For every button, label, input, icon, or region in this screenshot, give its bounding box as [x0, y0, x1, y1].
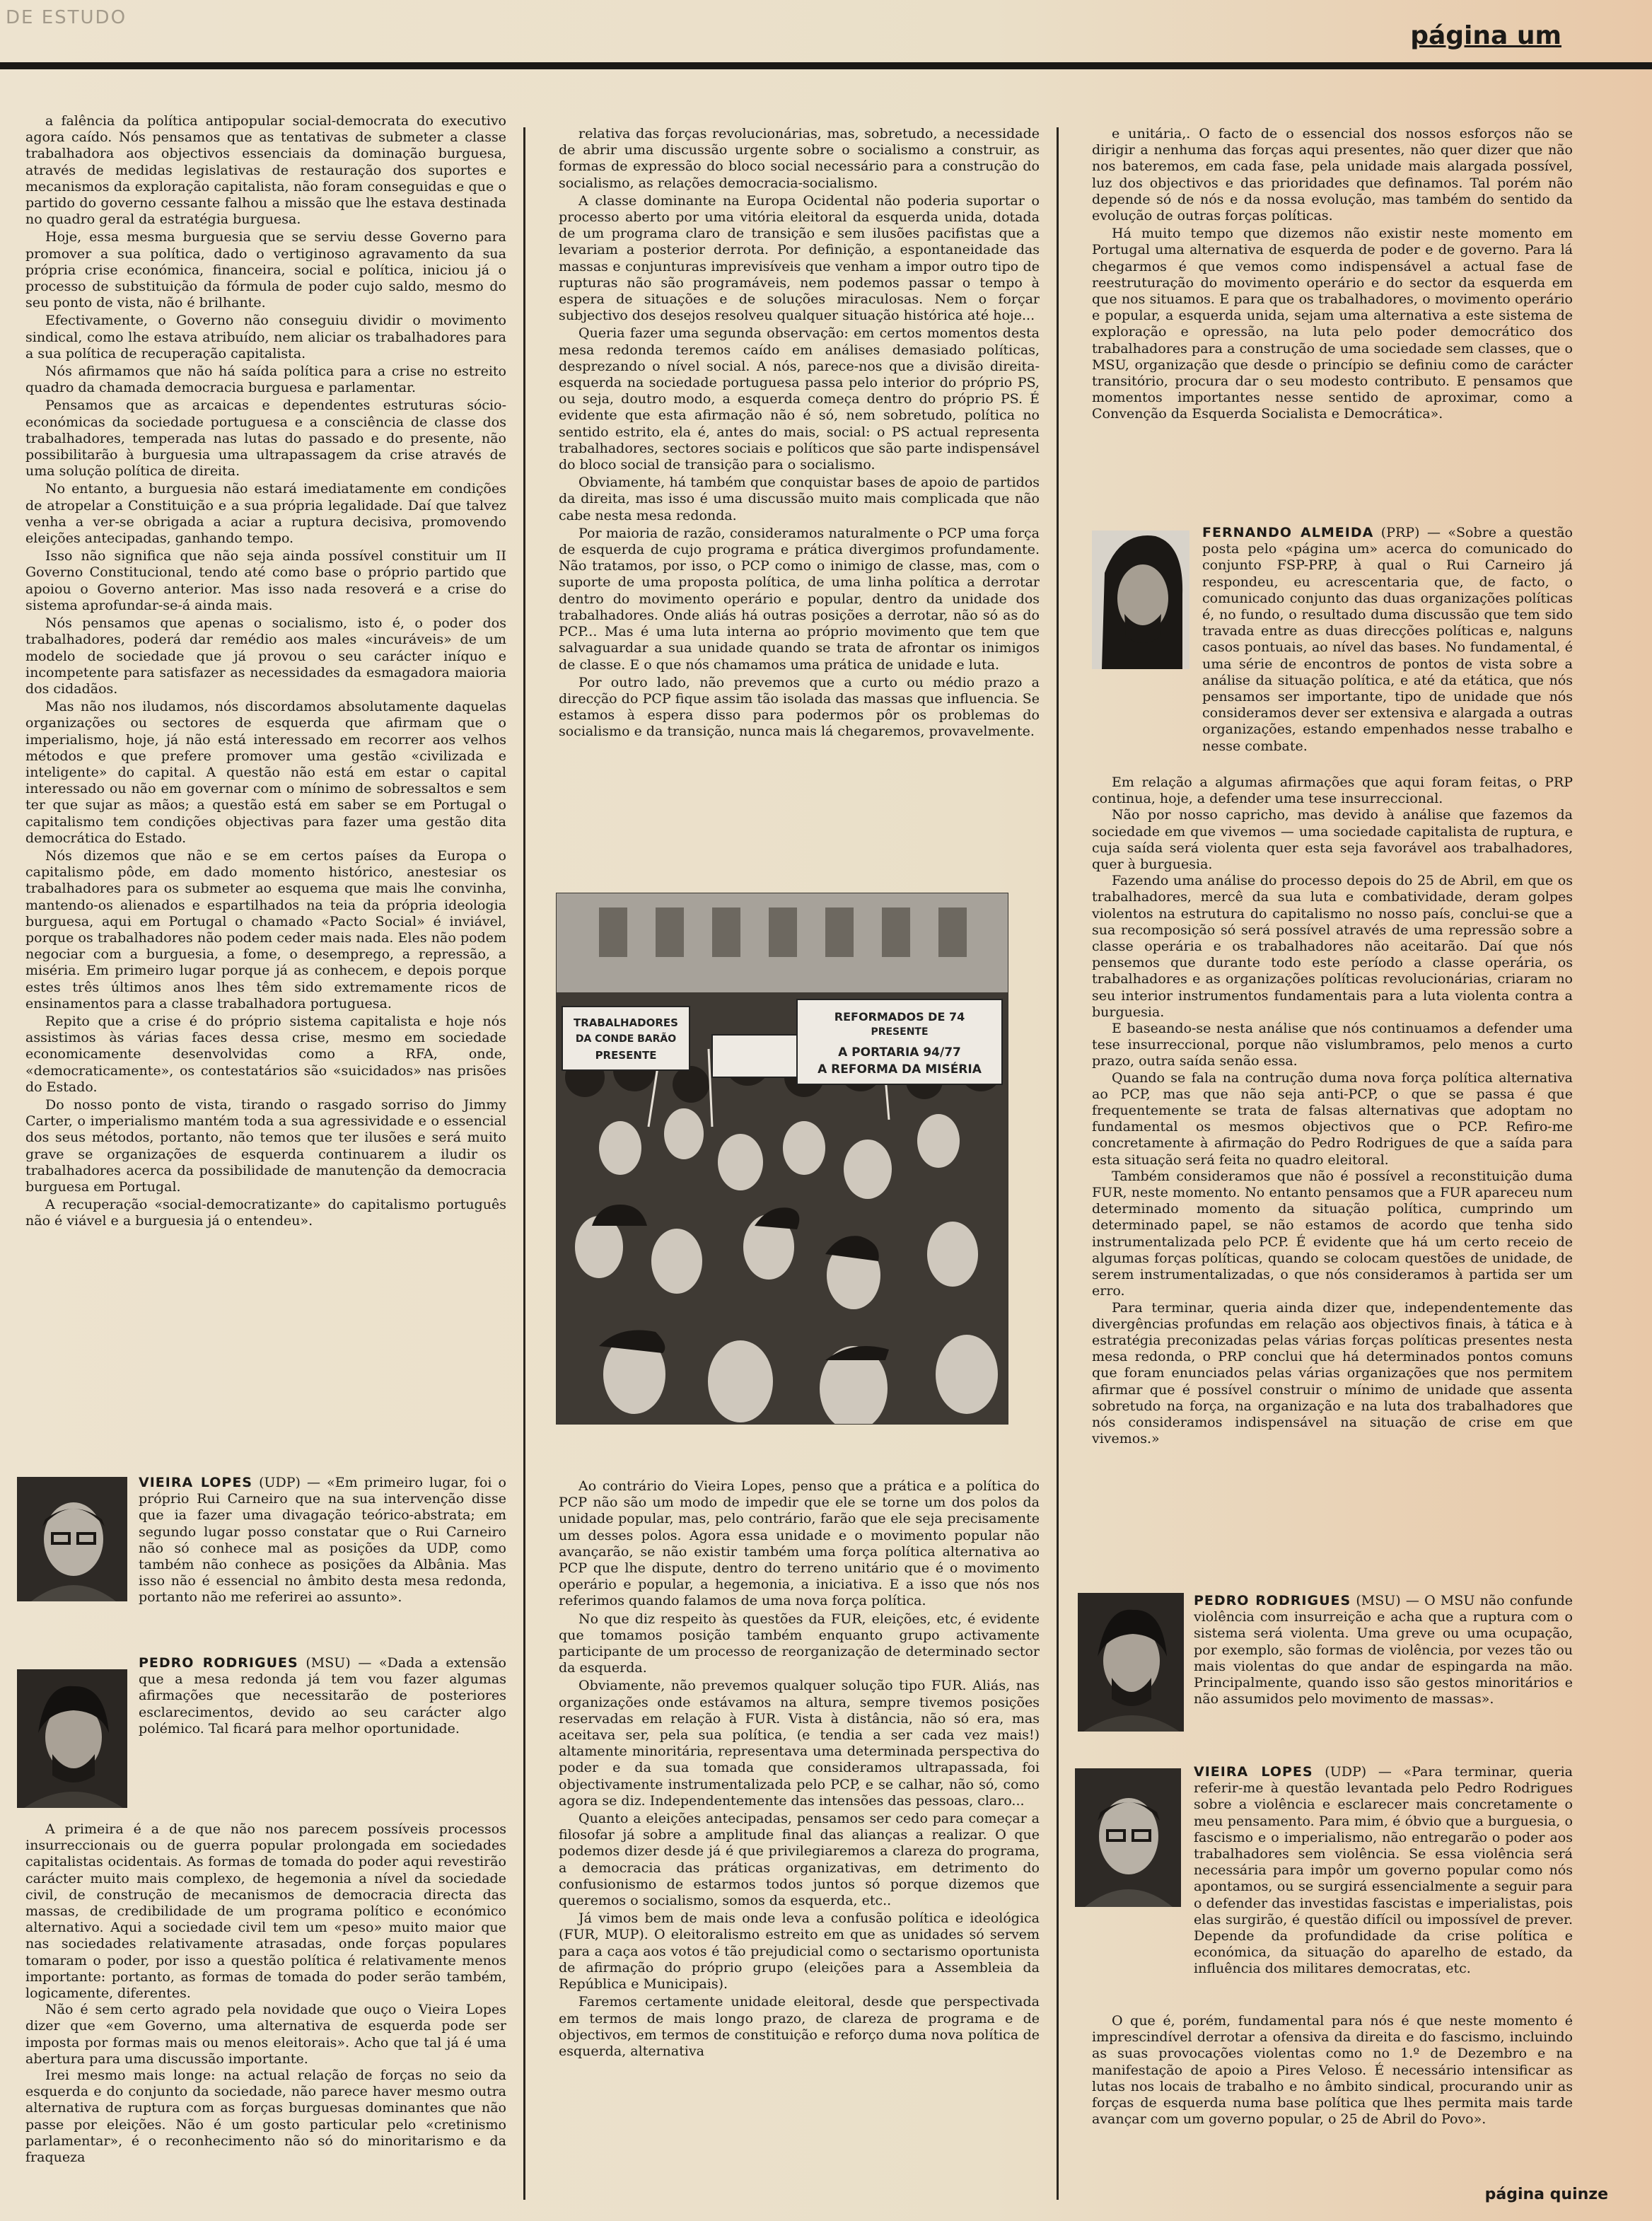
speaker-name: PEDRO RODRIGUES — [1194, 1593, 1351, 1608]
column-divider — [1057, 127, 1059, 2200]
portrait-photo-pedro-rodrigues — [1078, 1593, 1184, 1732]
paragraph: relativa das forças revolucionárias, mas, sobretudo, a necessidade de abrir uma discussão urgente sobre o socialismo a construir, as formas de expressão do bloco social necessário para a construção do socialismo, as relações democracia-socialismo. — [559, 126, 1040, 191]
portrait-photo-pedro-rodrigues — [17, 1669, 127, 1808]
paragraph: Do nosso ponto de vista, tirando o rasgado sorriso do Jimmy Carter, o imperialismo mantém toda a sua agressividade e o essencial dos seus métodos, portanto, não temos que ter ilusões e será muito grave se organizações de esquerda continuarem a iludir os trabalhadores acerca da possibilidade de manutenção da democracia burguesa em Portugal. — [25, 1096, 506, 1195]
speaker-party: (MSU) — [1356, 1593, 1401, 1608]
speaker-text: — O MSU não confunde violência com insurreição e acha que a ruptura com o sistema será violenta. Uma greve ou uma ocupação, por exemplo, são formas de violência, por vezes tão ou mais violentas do que andar de espingarda na mão. Principalmente, quando isso são gestos minoritários e não assumidos pelo movimento de massas». — [1194, 1593, 1574, 1707]
svg-text:REFORMADOS DE 74: REFORMADOS DE 74 — [834, 1010, 965, 1023]
svg-text:DA CONDE BARÃO: DA CONDE BARÃO — [575, 1033, 677, 1045]
paragraph: O que é, porém, fundamental para nós é que neste momento é imprescindível derrotar a ofensiva da direita e do fascismo, incluindo as suas provocações violentas como no 1.º de Dezembro e na manifestação de apoio a Pires Veloso. É necessário intensificar as lutas nos locais de trabalho e no âmbito sindical, procurando unir as forças de esquerda numa base política que lhes permita mais tarde avançar com um governo popular, o 25 de Abril do Povo». — [1092, 2013, 1573, 2128]
speaker-statement-pedro-rodrigues-2 — [1194, 1593, 1573, 1707]
paragraph: Obviamente, há também que conquistar bases de apoio de partidos da direita, mas isso é uma discussão muito mais complicada que não cabe nesta mesa redonda. — [559, 475, 1040, 523]
paragraph: E baseando-se nesta análise que nós continuamos a defender uma tese insurreccional, porque não vislumbramos, pelo menos a curto prazo, outra saída senão essa. — [1092, 1021, 1573, 1069]
paragraph: Há muito tempo que dizemos não existir neste momento em Portugal uma alternativa de esquerda de poder e de governo. Para lá chegarmos é que vemos como indispensável a actual fase de reestruturação do movimento operário e do sector da esquerda em que nos situamos. E para que os trabalhadores, o movimento operário e popular, a esquerda unida, sejam uma alternativa a este sistema de exploração e opressão, na luta pelo poder democrático dos trabalhadores para a construção de uma sociedade sem classes, que o MSU, organização que desde o princípio se definiu como de carácter transitório, procura dar o seu modesto contributo. E pensamos que momentos importantes nesse sentido de aproximar, como a Convenção da Esquerda Socialista e Democrática». — [1092, 226, 1573, 422]
paragraph: Já vimos bem de mais onde leva a confusão política e ideológica (FUR, MUP). O eleitoralismo estreito em que as unidades só servem para a caça aos votos é tão prejudicial como o sectarismo oportunista de afirmação do próprio grupo (eleições para a Assembleia da República e Municipais). — [559, 1910, 1040, 1993]
paragraph: a falência da política antipopular social-democrata do executivo agora caído. Nós pensamos que as tentativas de submeter a classe trabalhadora aos objectivos essenciais da dominação burguesa, através de medidas legislativas de restauração dos suportes e mecanismos da exploração capitalista, não foram conseguidas e que o partido do governo cessante falhou a missão que lhe estava destinada no quadro geral da estratégia burguesa. — [25, 113, 506, 228]
paragraph: e unitária,. O facto de o essencial dos nossos esforços não se dirigir a nenhuma das forças aqui presentes, não quer dizer que não nos bateremos, em cada fase, pela unidade mais alargada possível, luz dos objectivos e das prioridades que definamos. Tal porém não depende só de nós e da nossa evolução, mas também do sentido da evolução de outras forças políticas. — [1092, 126, 1573, 224]
speaker-text: — «Sobre a questão posta pelo «página um» acerca do comunicado do conjunto FSP-PRP, à qual o Rui Carneiro já respondeu, eu acrescentaria que, de facto, o comunicado conjunto das duas organizações políticas é, no fundo, o resultado duma discussão que tem sido travada entre as duas direcções políticas e, nalguns casos pontuais, ao nível das bases. No fundamental, é uma série de encontros de pontos de vista sobre a análise da situação política, e até da etática, que nós pensamos ser importante, tipo de unidade que nós consideramos dever ser extensiva e alargada a outras organizações, estando empenhados nesse trabalho e nesse combate. — [1202, 525, 1573, 754]
article-column-2-continued — [559, 1478, 1040, 2186]
paragraph: Fazendo uma análise do processo depois do 25 de Abril, em que os trabalhadores, mercê da sua luta e combatividade, deram golpes violentos na estrutura do capitalismo no nosso país, conclui-se que a sua recomposição só será possível através de uma repressão sobre a classe operária e os trabalhadores não aceitarão. Daí que nós pensemos que durante todo este período a classe operária, os trabalhadores e as organizações políticas revolucionárias, criaram no seu interior instrumentos fundamentais para a luta violenta contra a burguesia. — [1092, 873, 1573, 1020]
paragraph: Em relação a algumas afirmações que aqui foram feitas, o PRP continua, hoje, a defender uma tese insurreccional. — [1092, 775, 1573, 807]
column-divider — [523, 127, 525, 2200]
speaker-statement-fernando-almeida-cont — [1092, 775, 1573, 1574]
paragraph: Mas não nos iludamos, nós discordamos absolutamente daquelas organizações ou sectores de esquerda que afirmam que o imperialismo, hoje, já não está interessado em recorrer aos velhos métodos e que prefere promover uma gestão «civilizada e inteligente» do capital. A questão não está em estar o capital interessado ou não em governar com o mínimo de sobressaltos e sem ter que sujar as mãos; a questão está em saber se em Portugal o capitalismo tem condições objectivas para fazer uma gestão dita democrática do Estado. — [25, 699, 506, 846]
paragraph: Repito que a crise é do próprio sistema capitalista e hoje nós assistimos às várias faces dessa crise, mesmo em sociedade economicamente desenvolvidas como a RFA, onde, «democraticamente», os contestatários são «suicidados» nas prisões do Estado. — [25, 1013, 506, 1095]
paragraph: Queria fazer uma segunda observação: em certos momentos desta mesa redonda teremos caído em análises demasiado políticas, desprezando o nível social. A nós, parece-nos que a divisão direita-esquerda na sociedade portuguesa passa pelo interior do próprio PS, ou seja, doutro modo, a esquerda começa dentro do próprio PS. É evidente que esta afirmação não é só, nem sobretudo, política no sentido estrito, ela é, antes do mais, social: o PS actual representa trabalhadores, sectores sociais e políticos que são parte indispensável do bloco social de transição para o socialismo. — [559, 325, 1040, 473]
paragraph: A classe dominante na Europa Ocidental não poderia suportar o processo aberto por uma vitória eleitoral da esquerda unida, dotada de um programa claro de transição e sem ilusões pacifistas que a levariam a posterior derrota. Por definição, a espontaneidade das massas e conjunturas imprevisíveis que venham a impor outro tipo de rupturas não são programáveis, nem podemos passar o tempo à espera de situações e de soluções miraculosas. Nem o forçar subjectivo dos desejos resolveu qualquer situação histórica até hoje... — [559, 192, 1040, 324]
svg-text:PRESENTE: PRESENTE — [595, 1049, 657, 1062]
paragraph: Pensamos que as arcaicas e dependentes estruturas sócio-económicas da sociedade portuguesa e a consciência de classe dos trabalhadores, temperada nas lutas do passado e do presente, não possibilitarão à burguesia uma ultrapassagem da crise através de uma solução política de direita. — [25, 398, 506, 480]
speaker-statement-vieira-lopes-2 — [1194, 1764, 1573, 1978]
speaker-statement-vieira-lopes — [139, 1475, 506, 1606]
paragraph: Hoje, essa mesma burguesia que se serviu desse Governo para promover a sua política, dado o vertiginoso agravamento da sua própria crise económica, financeira, social e política, iniciou já o processo de substituição da fórmula de poder cujo saldo, mesmo do seu ponto de vista, não é brilhante. — [25, 229, 506, 311]
paragraph: A primeira é a de que não nos parecem possíveis processos insurreccionais ou de guerra popular prolongada em sociedades capitalistas ocidentais. As formas de tomada do poder aqui revestirão carácter muito mais complexo, de hegemonia a nível da sociedade civil, de construção de mecanismos de democracia directa das massas, de credibilidade de um programa político e económico alternativo. Aqui a sociedade civil tem um «peso» muito maior que nas sociedades relativamente atrasadas, onde forças populares tomaram o poder, por isso a questão política é relativamente menos importante: portanto, as formas de tomada do poder serão também, logicamente, diferentes. — [25, 1821, 506, 2002]
svg-text:PRESENTE: PRESENTE — [871, 1026, 929, 1038]
portrait-photo-fernando-almeida — [1092, 530, 1189, 669]
speaker-text: — «Para terminar, queria referir-me à questão levantada pelo Pedro Rodrigues sobre a violência e esclarecer mais concretamente o meu pensamento. Para mim, é óbvio que a burguesia, o fascismo e o imperialismo, não entregarão o poder aos trabalhadores sem violência. Se essa violência será necessária para impôr um governo popular como nós apontamos, ou se surgirá essencialmente a seguir para o defender das investidas fascistas e imperialistas, pois elas surgirão, é questão difícil ou impossível de prever. Depende da profundidade da crise política e económica, da situação do aparelho de estado, da influência dos militares democratas, etc. — [1194, 1764, 1574, 1977]
page-header — [0, 0, 1652, 71]
paragraph: Não por nosso capricho, mas devido à análise que fazemos da sociedade em que vivemos — uma sociedade capitalista de ruptura, e cuja saída será violenta quer esta seja favorável aos trabalhadores, quer à burguesia. — [1092, 807, 1573, 873]
paragraph: Não é sem certo agrado pela novidade que ouço o Vieira Lopes dizer que «em Governo, uma alternativa de esquerda pode ser imposta por formas mais ou menos eleitorais». Acho que tal já é uma abertura para uma discussão importante. — [25, 2002, 506, 2067]
svg-text:A REFORMA DA MISÉRIA: A REFORMA DA MISÉRIA — [818, 1062, 982, 1077]
paragraph: A recuperação «social-democratizante» do capitalismo português não é viável e a burguesia já o entendeu». — [25, 1197, 506, 1229]
speaker-statement-pedro-rodrigues-cont — [25, 1821, 506, 2189]
speaker-name: VIEIRA LOPES — [139, 1475, 252, 1490]
paragraph: No entanto, a burguesia não estará imediatamente em condições de atropelar a Constituição e a sua própria legalidade. Daí que talvez venha a ver-se obrigada a aciar a ruptura decisiva, promovendo eleições antecipadas, ganhando tempo. — [25, 481, 506, 547]
paragraph: Irei mesmo mais longe: na actual relação de forças no seio da esquerda e do conjunto da sociedade, não parece haver mesmo outra alternativa de ruptura com as forças burguesas dominantes que não passe por eleições. Não é um gosto particular pelo «cretinismo parlamentar», é o reconhecimento não só do minoritarismo e da fraqueza — [25, 2068, 506, 2166]
paragraph: Por maioria de razão, consideramos naturalmente o PCP uma força de esquerda de cujo programa e prática divergimos profundamente. Não tratamos, por isso, o PCP como o inimigo de classe, mas, com o suporte de uma proposta política, de uma linha política a derrotar dentro do movimento operário e popular, dentro da unidade dos trabalhadores. Onde aliás há outras posições a derrotar, não só as do PCP... Mas é uma luta interna ao próprio movimento que tem que salvaguardar a sua unidade quando se trata de afrontar os inimigos de classe. E o que nós chamamos uma prática de unidade e luta. — [559, 525, 1040, 673]
svg-text:TRABALHADORES: TRABALHADORES — [574, 1016, 678, 1029]
svg-text:A PORTARIA 94/77: A PORTARIA 94/77 — [838, 1045, 961, 1060]
page-number: página quinze — [1484, 2186, 1608, 2203]
article-column-3 — [1092, 126, 1573, 522]
portrait-photo-vieira-lopes — [17, 1477, 127, 1601]
paragraph: Efectivamente, o Governo não conseguiu dividir o movimento sindical, como lhe estava atribuído, nem aliciar os trabalhadores para a sua política de recuperação capitalista. — [25, 313, 506, 361]
speaker-statement-pedro-rodrigues — [139, 1655, 506, 1737]
paragraph: Faremos certamente unidade eleitoral, desde que perspectivada em termos de mais longo prazo, de clareza de programa e de objectivos, em termos de constituição e reforço duma nova política de esquerda, alternativa — [559, 1994, 1040, 2059]
portrait-photo-vieira-lopes — [1075, 1768, 1181, 1907]
header-rule — [0, 62, 1652, 69]
paragraph: Obviamente, não prevemos qualquer solução tipo FUR. Aliás, nas organizações onde estávamos na altura, sempre tivemos posições reservadas em relação à FUR. Vista à distância, não só era, mas aceitava ser, pela sua política, (e tendia a ser cada vez mais!) altamente minoritária, representava uma determinada perspectiva do poder e da sua tomada que consideramos ultrapassada, foi objectivamente instrumentalizada pelo PCP, e se calhar, não só, como agora se diz. Independentemente das intensões das pessoas, claro... — [559, 1678, 1040, 1809]
paragraph: Isso não significa que não seja ainda possível constituir um II Governo Constitucional, tendo até como base o próprio partido que apoiou o Governo anterior. Mas isso nada resoverá e a crise do sistema aprofundar-se-á ainda mais. — [25, 548, 506, 613]
speaker-party: (UDP) — [259, 1475, 301, 1490]
running-head: DE ESTUDO — [6, 7, 127, 28]
crowd-protest-photo — [556, 893, 1008, 1425]
article-column-2 — [559, 126, 1040, 890]
speaker-text: — «Em primeiro lugar, foi o próprio Rui Carneiro que na sua intervenção disse que ia fazer uma divagação teórico-abstrata; em segundo lugar posso constatar que o Rui Carneiro não só conhece mal as posições da UDP, como também não conhece as posições da Albânia. Mas isso não é essencial no âmbito desta mesa redonda, portanto não me referirei ao assunto». — [139, 1475, 506, 1606]
paragraph: Nós afirmamos que não há saída política para a crise no estreito quadro da chamada democracia burguesa e parlamentar. — [25, 364, 506, 396]
paragraph: Quando se fala na contrução duma nova força política alternativa ao PCP, mas que não seja anti-PCP, o que se passa é que frequentemente se trata de falsas alternativas que adoptam no fundamental os mesmos objectivos que o PCP. Refiro-me concretamente à afirmação do Pedro Rodrigues de que a saída para esta situação será feita no quadro eleitoral. — [1092, 1069, 1573, 1168]
speaker-statement-vieira-lopes-2-cont — [1092, 2013, 1573, 2183]
paragraph: Nós dizemos que não e se em certos países da Europa o capitalismo pôde, em dado momento histórico, anestesiar os trabalhadores para os submeter ao esquema que mais lhe convinha, mantendo-os alienados e espartilhados na teia da própria ideologia burguesa, aqui em Portugal o chamado «Pacto Social» é inviável, porque os trabalhadores não podem ceder mais nada. Eles não podem negociar com a burguesia, a fome, o desemprego, a repressão, a miséria. Em primeiro lugar porque já as conhecem, e depois porque estes três últimos anos lhes têm sido extremamente ricos de ensinamentos para a classe trabalhadora portuguesa. — [25, 847, 506, 1011]
speaker-name: PEDRO RODRIGUES — [139, 1655, 298, 1671]
speaker-statement-fernando-almeida — [1202, 525, 1573, 755]
page-title: página um — [1410, 21, 1561, 50]
speaker-party: (PRP) — [1380, 525, 1420, 540]
speaker-name: VIEIRA LOPES — [1194, 1764, 1313, 1780]
article-column-1 — [25, 113, 506, 1443]
paragraph: Nós pensamos que apenas o socialismo, isto é, o poder dos trabalhadores, poderá dar remédio aos males «incuráveis» de um modelo de sociedade que já provou o seu carácter iníquo e incompetente para satisfazer as necessidades da esmagadora maioria dos cidadãos. — [25, 615, 506, 697]
paragraph: No que diz respeito às questões da FUR, eleições, etc, é evidente que tomamos posição também enquanto grupo activamente participante de um processo de reorganização de determinado sector da esquerda. — [559, 1611, 1040, 1676]
speaker-text: — «Dada a extensão que a mesa redonda já tem vou fazer algumas afirmações que necessitarão de posteriores esclarecimentos, devido ao seu carácter algo polémico. Tal ficará para melhor oportunidade. — [139, 1655, 506, 1736]
paragraph: Quanto a eleições antecipadas, pensamos ser cedo para começar a filosofar já sobre a amplitude final das alianças a realizar. O que podemos dizer desde já é que privilegiaremos a clareza do programa, a democracia das práticas organizativas, em detrimento do confusionismo de estarmos todos juntos só porque dizemos que queremos o socialismo, somos da esquerda, etc.. — [559, 1811, 1040, 1909]
paragraph: Também consideramos que não é possível a reconstituição duma FUR, neste momento. No entanto pensamos que a FUR apareceu num determinado momento da situação política, cumprindo um determinado papel, se não estamos de acordo que tenha sido instrumentalizada pelo PCP. É evidente que há um certo receio de algumas forças políticas, quando se colocam questões de unidade, de serem instrumentalizadas, o que nós consideramos à partida ser um erro. — [1092, 1168, 1573, 1299]
paragraph: Para terminar, queria ainda dizer que, independentemente das divergências profundas em relação aos objectivos finais, à tática e à estratégia preconizadas pelas várias forças políticas presentes nesta mesa redonda, o PRP conclui que há determinados pontos comuns que foram enunciados pelas várias organizações que nos permitem afirmar que é possível construir o mínimo de unidade que assenta sobretudo na força, na organização e na luta dos trabalhadores que nós consideramos indispensável na situação de crise em que vivemos.» — [1092, 1299, 1573, 1447]
speaker-party: (UDP) — [1325, 1764, 1367, 1780]
speaker-party: (MSU) — [306, 1655, 351, 1671]
paragraph: Por outro lado, não prevemos que a curto ou médio prazo a direcção do PCP fique assim tão isolada das massas que influencia. Se estamos à espera disso para podermos pôr os problemas do socialismo e da transição, nunca mais lá chegaremos, provavelmente. — [559, 674, 1040, 740]
paragraph: Ao contrário do Vieira Lopes, penso que a prática e a política do PCP não são um modo de impedir que ele se torne um dos polos da unidade popular, mas, pelo contrário, farão que ele seja precisamente um desses polos. Agora essa unidade e o movimento popular não avançarão, se não existir também uma força política alternativa ao PCP que lhe dispute, dentro do terreno unitário que é o movimento operário e popular, a hegemonia, a iniciativa. E a isso que nós nos referimos quando falamos de uma nova força política. — [559, 1478, 1040, 1609]
speaker-name: FERNANDO ALMEIDA — [1202, 525, 1374, 540]
